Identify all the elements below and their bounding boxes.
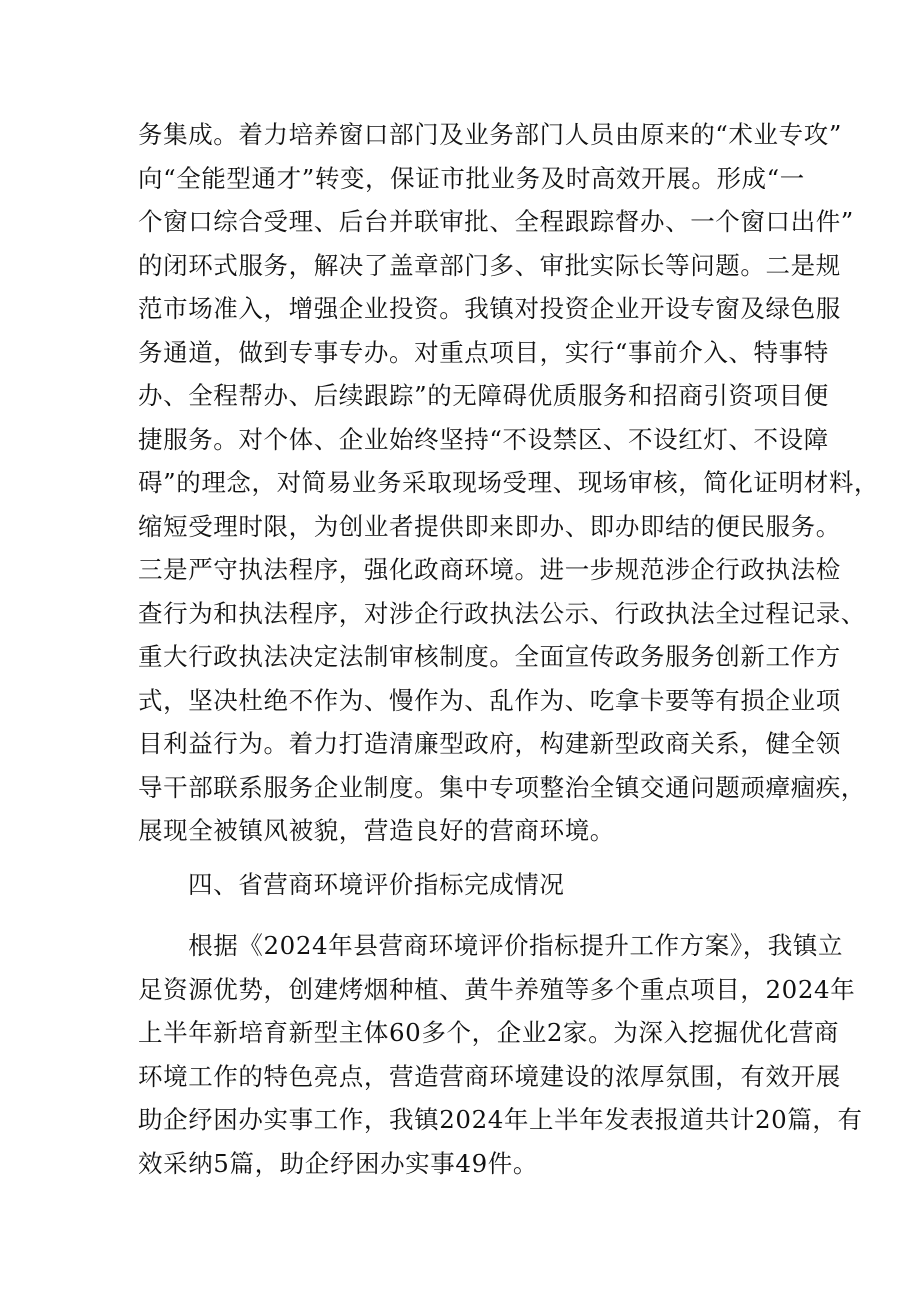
paragraph-line: 目利益行为。着力打造清廉型政府，构建新型政商关系，健全领: [138, 729, 841, 758]
paragraph-line: 导干部联系服务企业制度。集中专项整治全镇交通问题顽瘴痼疾，: [138, 772, 866, 802]
paragraph-line: 上半年新培育新型主体60多个，企业2家。为深入挖掘优化营商: [138, 1018, 840, 1047]
paragraph-line: 向“全能型通才”转变，保证市批业务及时高效开展。形成“一: [138, 163, 805, 193]
paragraph-line: 效采纳5篇，助企纾困办实事49件。: [138, 1148, 538, 1178]
paragraph-line: 展现全被镇风被貌，营造良好的营商环境。: [138, 816, 615, 845]
body-paragraph-2: [138, 924, 863, 1185]
paragraph-line: 碍”的理念，对简易业务采取现场受理、现场审核，简化证明材料，: [138, 468, 880, 497]
paragraph-line: 重大行政执法决定法制审核制度。全面宣传政务服务创新工作方: [138, 642, 841, 671]
section-heading: 四、省营商环境评价指标完成情况: [188, 870, 565, 899]
paragraph-line: 捷服务。对个体、企业始终坚持“不设禁区、不设红灯、不设障: [138, 424, 829, 454]
paragraph-line: 式，坚决杜绝不作为、慢作为、乱作为、吃拿卡要等有损企业项: [138, 685, 841, 715]
paragraph-line: 查行为和执法程序，对涉企行政执法公示、行政执法全过程记录、: [138, 598, 866, 628]
paragraph-line: 务通道，做到专事专办。对重点项目，实行“事前介入、特事特: [138, 337, 829, 367]
paragraph-line: 个窗口综合受理、后台并联审批、全程跟踪督办、一个窗口出件”: [138, 207, 854, 236]
paragraph-line: 缩短受理时限，为创业者提供即来即办、即办即结的便民服务。: [138, 511, 841, 541]
paragraph-line: 助企纾困办实事工作，我镇2024年上半年发表报道共计20篇，有: [138, 1105, 863, 1134]
body-paragraph-1: [138, 113, 880, 853]
paragraph-line: 范市场准入，增强企业投资。我镇对投资企业开设专窗及绿色服: [138, 294, 841, 323]
paragraph-line: 根据《2024年县营商环境评价指标提升工作方案》，我镇立: [138, 931, 844, 960]
paragraph-line: 三是严守执法程序，强化政商环境。进一步规范涉企行政执法检: [138, 555, 841, 584]
paragraph-line: 足资源优势，创建烤烟种植、黄牛养殖等多个重点项目，2024年: [138, 974, 856, 1004]
paragraph-line: 环境工作的特色亮点，营造营商环境建设的浓厚氛围，有效开展: [138, 1061, 841, 1091]
paragraph-line: 的闭环式服务，解决了盖章部门多、审批实际长等问题。二是规: [138, 250, 841, 280]
paragraph-line: 务集成。着力培养窗口部门及业务部门人员由原来的“术业专攻”: [138, 120, 842, 149]
paragraph-line: 办、全程帮办、后续跟踪”的无障碍优质服务和招商引资项目便: [138, 381, 829, 410]
